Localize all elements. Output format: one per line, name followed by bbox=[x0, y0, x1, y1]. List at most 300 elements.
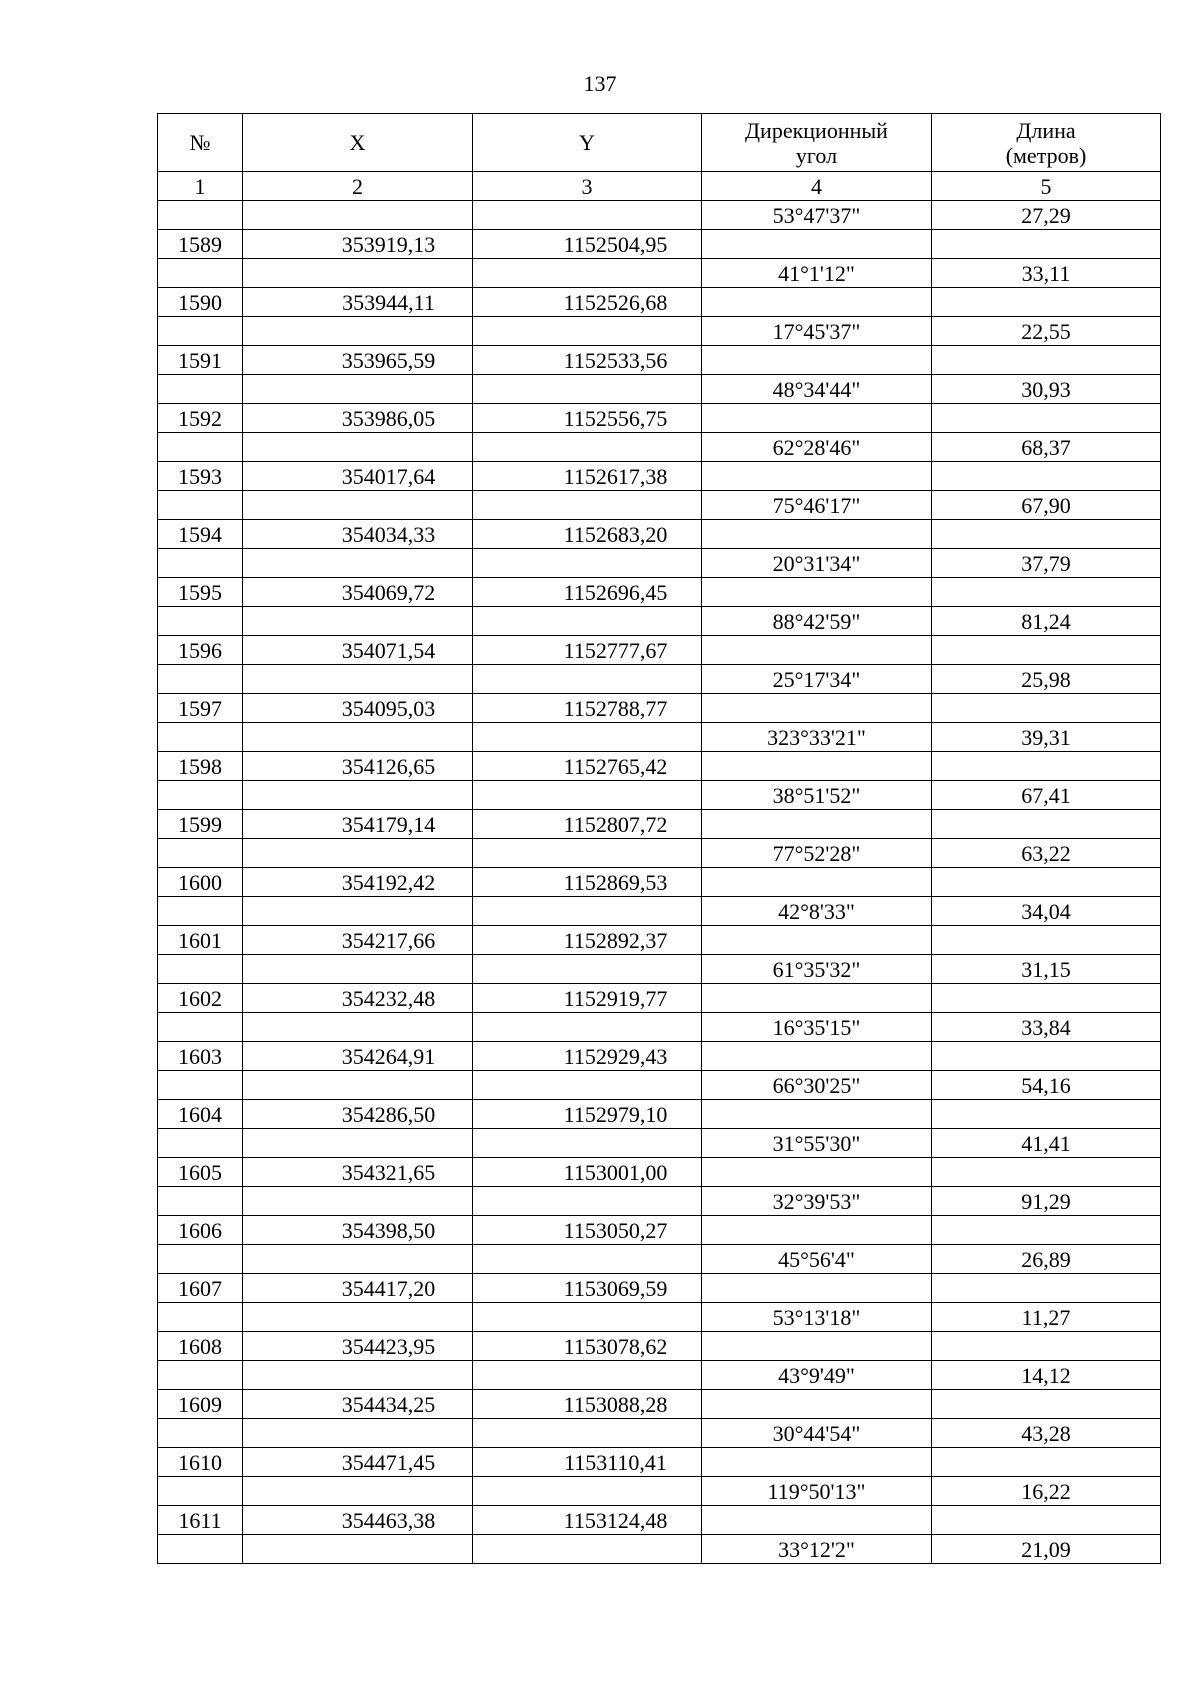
cell-direction-angle bbox=[702, 462, 932, 491]
table-row bbox=[158, 1129, 1161, 1158]
cell-direction-angle bbox=[702, 346, 932, 375]
cell-point-number: 1597 bbox=[158, 694, 243, 723]
cell-point-number bbox=[158, 1361, 243, 1390]
cell-y bbox=[473, 723, 702, 752]
cell-direction-angle bbox=[702, 984, 932, 1013]
coordinates-table bbox=[157, 113, 1161, 1564]
cell-y: 1153110,41 bbox=[473, 1448, 702, 1477]
cell-y bbox=[473, 1477, 702, 1506]
cell-length: 30,93 bbox=[932, 375, 1161, 404]
cell-length: 67,41 bbox=[932, 781, 1161, 810]
table-row bbox=[158, 955, 1161, 984]
header-direction-angle bbox=[702, 114, 932, 172]
table-row bbox=[158, 1361, 1161, 1390]
cell-point-number bbox=[158, 1187, 243, 1216]
table-row bbox=[158, 578, 1161, 607]
cell-point-number: 1593 bbox=[158, 462, 243, 491]
cell-y bbox=[473, 1013, 702, 1042]
table-row bbox=[158, 1071, 1161, 1100]
header-direction-angle-line1: Дирекционный bbox=[745, 117, 888, 143]
cell-x: 353919,13 bbox=[243, 230, 473, 259]
cell-length: 54,16 bbox=[932, 1071, 1161, 1100]
cell-point-number bbox=[158, 1535, 243, 1564]
table-row bbox=[158, 897, 1161, 926]
cell-x bbox=[243, 781, 473, 810]
cell-point-number bbox=[158, 665, 243, 694]
cell-x bbox=[243, 317, 473, 346]
table-row bbox=[158, 781, 1161, 810]
cell-point-number: 1604 bbox=[158, 1100, 243, 1129]
table-body bbox=[158, 201, 1161, 1564]
cell-point-number: 1599 bbox=[158, 810, 243, 839]
cell-y bbox=[473, 317, 702, 346]
cell-point-number: 1602 bbox=[158, 984, 243, 1013]
cell-point-number: 1594 bbox=[158, 520, 243, 549]
cell-x bbox=[243, 1071, 473, 1100]
cell-point-number bbox=[158, 549, 243, 578]
table-row bbox=[158, 984, 1161, 1013]
cell-y bbox=[473, 665, 702, 694]
cell-direction-angle: 88°42'59" bbox=[702, 607, 932, 636]
cell-x: 354286,50 bbox=[243, 1100, 473, 1129]
cell-x bbox=[243, 1361, 473, 1390]
cell-point-number bbox=[158, 607, 243, 636]
table-row bbox=[158, 1216, 1161, 1245]
cell-length: 43,28 bbox=[932, 1419, 1161, 1448]
cell-y bbox=[473, 375, 702, 404]
cell-x bbox=[243, 433, 473, 462]
table-row bbox=[158, 810, 1161, 839]
cell-direction-angle bbox=[702, 288, 932, 317]
table-row bbox=[158, 1477, 1161, 1506]
table-row bbox=[158, 230, 1161, 259]
cell-direction-angle: 25°17'34" bbox=[702, 665, 932, 694]
cell-length: 63,22 bbox=[932, 839, 1161, 868]
cell-direction-angle bbox=[702, 1158, 932, 1187]
cell-length: 37,79 bbox=[932, 549, 1161, 578]
cell-direction-angle: 66°30'25" bbox=[702, 1071, 932, 1100]
column-number-2: 2 bbox=[243, 172, 473, 201]
cell-point-number: 1592 bbox=[158, 404, 243, 433]
cell-point-number: 1591 bbox=[158, 346, 243, 375]
table-row bbox=[158, 607, 1161, 636]
table-row bbox=[158, 201, 1161, 230]
cell-direction-angle: 53°13'18" bbox=[702, 1303, 932, 1332]
cell-y bbox=[473, 201, 702, 230]
cell-point-number: 1607 bbox=[158, 1274, 243, 1303]
cell-x: 354423,95 bbox=[243, 1332, 473, 1361]
cell-direction-angle: 31°55'30" bbox=[702, 1129, 932, 1158]
cell-direction-angle bbox=[702, 1332, 932, 1361]
cell-length bbox=[932, 984, 1161, 1013]
table-row bbox=[158, 1245, 1161, 1274]
cell-x bbox=[243, 1477, 473, 1506]
cell-x bbox=[243, 1129, 473, 1158]
cell-direction-angle bbox=[702, 230, 932, 259]
table-row bbox=[158, 375, 1161, 404]
cell-point-number: 1605 bbox=[158, 1158, 243, 1187]
cell-x: 354434,25 bbox=[243, 1390, 473, 1419]
column-number-1: 1 bbox=[158, 172, 243, 201]
cell-length: 27,29 bbox=[932, 201, 1161, 230]
cell-y: 1152504,95 bbox=[473, 230, 702, 259]
cell-length: 81,24 bbox=[932, 607, 1161, 636]
cell-point-number bbox=[158, 1303, 243, 1332]
cell-length bbox=[932, 1100, 1161, 1129]
cell-point-number: 1596 bbox=[158, 636, 243, 665]
cell-point-number bbox=[158, 955, 243, 984]
table-row bbox=[158, 1448, 1161, 1477]
cell-point-number bbox=[158, 1245, 243, 1274]
cell-length bbox=[932, 520, 1161, 549]
column-number-4: 4 bbox=[702, 172, 932, 201]
table-row bbox=[158, 404, 1161, 433]
cell-length bbox=[932, 1274, 1161, 1303]
cell-direction-angle bbox=[702, 1390, 932, 1419]
cell-length bbox=[932, 1216, 1161, 1245]
table-row bbox=[158, 636, 1161, 665]
cell-length bbox=[932, 810, 1161, 839]
cell-direction-angle bbox=[702, 1448, 932, 1477]
table-row bbox=[158, 1303, 1161, 1332]
table-row bbox=[158, 259, 1161, 288]
cell-length bbox=[932, 1042, 1161, 1071]
cell-length bbox=[932, 288, 1161, 317]
table-row bbox=[158, 1187, 1161, 1216]
cell-direction-angle: 62°28'46" bbox=[702, 433, 932, 462]
cell-y: 1152788,77 bbox=[473, 694, 702, 723]
cell-direction-angle bbox=[702, 1506, 932, 1535]
cell-point-number bbox=[158, 433, 243, 462]
cell-direction-angle: 32°39'53" bbox=[702, 1187, 932, 1216]
cell-y bbox=[473, 1245, 702, 1274]
table-row bbox=[158, 462, 1161, 491]
cell-point-number: 1609 bbox=[158, 1390, 243, 1419]
cell-direction-angle: 17°45'37" bbox=[702, 317, 932, 346]
cell-direction-angle: 61°35'32" bbox=[702, 955, 932, 984]
cell-direction-angle bbox=[702, 694, 932, 723]
page-number: 137 bbox=[583, 71, 617, 96]
cell-y: 1152979,10 bbox=[473, 1100, 702, 1129]
cell-direction-angle: 75°46'17" bbox=[702, 491, 932, 520]
cell-y: 1152807,72 bbox=[473, 810, 702, 839]
cell-length: 21,09 bbox=[932, 1535, 1161, 1564]
cell-x bbox=[243, 1245, 473, 1274]
cell-x: 354017,64 bbox=[243, 462, 473, 491]
cell-y: 1153050,27 bbox=[473, 1216, 702, 1245]
table-row bbox=[158, 694, 1161, 723]
cell-y bbox=[473, 839, 702, 868]
cell-direction-angle: 30°44'54" bbox=[702, 1419, 932, 1448]
cell-y: 1152533,56 bbox=[473, 346, 702, 375]
cell-x: 354471,45 bbox=[243, 1448, 473, 1477]
cell-y: 1152683,20 bbox=[473, 520, 702, 549]
cell-point-number: 1589 bbox=[158, 230, 243, 259]
cell-length bbox=[932, 926, 1161, 955]
cell-x: 354321,65 bbox=[243, 1158, 473, 1187]
cell-direction-angle: 323°33'21" bbox=[702, 723, 932, 752]
cell-point-number bbox=[158, 1071, 243, 1100]
cell-point-number: 1606 bbox=[158, 1216, 243, 1245]
header-y: Y bbox=[473, 114, 702, 172]
cell-y: 1153069,59 bbox=[473, 1274, 702, 1303]
cell-point-number: 1601 bbox=[158, 926, 243, 955]
cell-length: 31,15 bbox=[932, 955, 1161, 984]
cell-length: 14,12 bbox=[932, 1361, 1161, 1390]
cell-x bbox=[243, 723, 473, 752]
table-row bbox=[158, 1042, 1161, 1071]
table-row bbox=[158, 1535, 1161, 1564]
cell-x: 353965,59 bbox=[243, 346, 473, 375]
cell-length: 25,98 bbox=[932, 665, 1161, 694]
cell-length: 33,11 bbox=[932, 259, 1161, 288]
cell-y bbox=[473, 1071, 702, 1100]
header-length bbox=[932, 114, 1161, 172]
cell-direction-angle bbox=[702, 520, 932, 549]
cell-length bbox=[932, 346, 1161, 375]
cell-direction-angle bbox=[702, 404, 932, 433]
cell-y: 1152765,42 bbox=[473, 752, 702, 781]
table-row bbox=[158, 1390, 1161, 1419]
table-row bbox=[158, 1013, 1161, 1042]
table-row bbox=[158, 491, 1161, 520]
cell-point-number bbox=[158, 201, 243, 230]
cell-x: 354417,20 bbox=[243, 1274, 473, 1303]
table-row bbox=[158, 520, 1161, 549]
cell-point-number bbox=[158, 317, 243, 346]
cell-length: 26,89 bbox=[932, 1245, 1161, 1274]
cell-x bbox=[243, 491, 473, 520]
cell-direction-angle bbox=[702, 1274, 932, 1303]
cell-y: 1152869,53 bbox=[473, 868, 702, 897]
cell-y: 1152556,75 bbox=[473, 404, 702, 433]
cell-y: 1152696,45 bbox=[473, 578, 702, 607]
table-row bbox=[158, 1158, 1161, 1187]
cell-direction-angle: 41°1'12" bbox=[702, 259, 932, 288]
cell-x: 354095,03 bbox=[243, 694, 473, 723]
cell-length bbox=[932, 694, 1161, 723]
table-row bbox=[158, 346, 1161, 375]
cell-length bbox=[932, 868, 1161, 897]
cell-direction-angle: 16°35'15" bbox=[702, 1013, 932, 1042]
header-x: X bbox=[243, 114, 473, 172]
cell-x: 354264,91 bbox=[243, 1042, 473, 1071]
cell-direction-angle: 42°8'33" bbox=[702, 897, 932, 926]
cell-x bbox=[243, 375, 473, 404]
cell-direction-angle: 38°51'52" bbox=[702, 781, 932, 810]
cell-length: 39,31 bbox=[932, 723, 1161, 752]
cell-direction-angle: 20°31'34" bbox=[702, 549, 932, 578]
header-number: № bbox=[158, 114, 243, 172]
cell-x bbox=[243, 897, 473, 926]
cell-point-number bbox=[158, 491, 243, 520]
table-row bbox=[158, 317, 1161, 346]
cell-direction-angle bbox=[702, 810, 932, 839]
cell-point-number bbox=[158, 1013, 243, 1042]
cell-y bbox=[473, 259, 702, 288]
cell-x: 354126,65 bbox=[243, 752, 473, 781]
cell-length: 68,37 bbox=[932, 433, 1161, 462]
cell-direction-angle bbox=[702, 926, 932, 955]
cell-direction-angle: 48°34'44" bbox=[702, 375, 932, 404]
table-row bbox=[158, 1274, 1161, 1303]
table-row bbox=[158, 288, 1161, 317]
cell-point-number bbox=[158, 1419, 243, 1448]
cell-x bbox=[243, 1013, 473, 1042]
cell-y bbox=[473, 1187, 702, 1216]
cell-point-number bbox=[158, 839, 243, 868]
header-length-line1: Длина bbox=[1016, 117, 1076, 143]
cell-point-number: 1611 bbox=[158, 1506, 243, 1535]
cell-y bbox=[473, 433, 702, 462]
cell-x bbox=[243, 259, 473, 288]
cell-direction-angle bbox=[702, 752, 932, 781]
cell-length bbox=[932, 1448, 1161, 1477]
table-row bbox=[158, 723, 1161, 752]
cell-length: 34,04 bbox=[932, 897, 1161, 926]
cell-direction-angle: 77°52'28" bbox=[702, 839, 932, 868]
cell-y bbox=[473, 781, 702, 810]
cell-direction-angle bbox=[702, 868, 932, 897]
table-row bbox=[158, 433, 1161, 462]
cell-direction-angle bbox=[702, 1042, 932, 1071]
cell-point-number bbox=[158, 375, 243, 404]
cell-point-number: 1603 bbox=[158, 1042, 243, 1071]
table-row bbox=[158, 1100, 1161, 1129]
cell-direction-angle: 45°56'4" bbox=[702, 1245, 932, 1274]
table-row bbox=[158, 1332, 1161, 1361]
cell-x: 354069,72 bbox=[243, 578, 473, 607]
cell-y bbox=[473, 1303, 702, 1332]
cell-y bbox=[473, 549, 702, 578]
cell-length bbox=[932, 752, 1161, 781]
cell-length bbox=[932, 1390, 1161, 1419]
cell-length bbox=[932, 1332, 1161, 1361]
cell-direction-angle: 53°47'37" bbox=[702, 201, 932, 230]
cell-direction-angle: 119°50'13" bbox=[702, 1477, 932, 1506]
column-number-3: 3 bbox=[473, 172, 702, 201]
cell-x bbox=[243, 839, 473, 868]
table-row bbox=[158, 1506, 1161, 1535]
cell-x: 354179,14 bbox=[243, 810, 473, 839]
cell-point-number bbox=[158, 781, 243, 810]
cell-y: 1152929,43 bbox=[473, 1042, 702, 1071]
cell-y: 1153088,28 bbox=[473, 1390, 702, 1419]
cell-y bbox=[473, 491, 702, 520]
cell-x bbox=[243, 665, 473, 694]
cell-length: 41,41 bbox=[932, 1129, 1161, 1158]
table-row bbox=[158, 1419, 1161, 1448]
cell-direction-angle: 43°9'49" bbox=[702, 1361, 932, 1390]
cell-x: 354463,38 bbox=[243, 1506, 473, 1535]
cell-length bbox=[932, 578, 1161, 607]
cell-x: 354217,66 bbox=[243, 926, 473, 955]
cell-length bbox=[932, 636, 1161, 665]
cell-length bbox=[932, 1158, 1161, 1187]
cell-y: 1153124,48 bbox=[473, 1506, 702, 1535]
table-row bbox=[158, 868, 1161, 897]
cell-x bbox=[243, 1535, 473, 1564]
cell-x: 354232,48 bbox=[243, 984, 473, 1013]
cell-point-number: 1595 bbox=[158, 578, 243, 607]
cell-point-number bbox=[158, 897, 243, 926]
cell-length bbox=[932, 1506, 1161, 1535]
cell-x: 354192,42 bbox=[243, 868, 473, 897]
cell-x: 353986,05 bbox=[243, 404, 473, 433]
cell-x bbox=[243, 955, 473, 984]
cell-y bbox=[473, 1419, 702, 1448]
cell-length: 67,90 bbox=[932, 491, 1161, 520]
cell-y bbox=[473, 1535, 702, 1564]
cell-point-number bbox=[158, 1129, 243, 1158]
cell-y: 1152617,38 bbox=[473, 462, 702, 491]
cell-length bbox=[932, 404, 1161, 433]
cell-point-number bbox=[158, 259, 243, 288]
cell-point-number: 1590 bbox=[158, 288, 243, 317]
cell-direction-angle bbox=[702, 1216, 932, 1245]
cell-direction-angle bbox=[702, 1100, 932, 1129]
cell-y: 1152526,68 bbox=[473, 288, 702, 317]
table-row bbox=[158, 549, 1161, 578]
header-direction-angle-line2: угол bbox=[795, 142, 838, 168]
cell-x bbox=[243, 549, 473, 578]
cell-y: 1153001,00 bbox=[473, 1158, 702, 1187]
cell-x bbox=[243, 607, 473, 636]
cell-y bbox=[473, 955, 702, 984]
cell-length bbox=[932, 462, 1161, 491]
cell-point-number: 1600 bbox=[158, 868, 243, 897]
cell-x: 354071,54 bbox=[243, 636, 473, 665]
cell-point-number: 1610 bbox=[158, 1448, 243, 1477]
cell-x bbox=[243, 1419, 473, 1448]
cell-y: 1152892,37 bbox=[473, 926, 702, 955]
table-row bbox=[158, 926, 1161, 955]
table-row bbox=[158, 839, 1161, 868]
cell-y: 1152777,67 bbox=[473, 636, 702, 665]
column-number-5: 5 bbox=[932, 172, 1161, 201]
cell-point-number: 1608 bbox=[158, 1332, 243, 1361]
cell-point-number bbox=[158, 1477, 243, 1506]
cell-y bbox=[473, 897, 702, 926]
cell-y bbox=[473, 1361, 702, 1390]
cell-length: 22,55 bbox=[932, 317, 1161, 346]
cell-y: 1153078,62 bbox=[473, 1332, 702, 1361]
cell-length: 11,27 bbox=[932, 1303, 1161, 1332]
cell-length: 33,84 bbox=[932, 1013, 1161, 1042]
cell-y: 1152919,77 bbox=[473, 984, 702, 1013]
cell-point-number bbox=[158, 723, 243, 752]
cell-y bbox=[473, 607, 702, 636]
cell-direction-angle bbox=[702, 578, 932, 607]
table-row bbox=[158, 665, 1161, 694]
cell-length: 16,22 bbox=[932, 1477, 1161, 1506]
cell-x: 353944,11 bbox=[243, 288, 473, 317]
cell-direction-angle: 33°12'2" bbox=[702, 1535, 932, 1564]
cell-x: 354034,33 bbox=[243, 520, 473, 549]
cell-length bbox=[932, 230, 1161, 259]
cell-x bbox=[243, 1187, 473, 1216]
cell-x bbox=[243, 1303, 473, 1332]
cell-x: 354398,50 bbox=[243, 1216, 473, 1245]
cell-length: 91,29 bbox=[932, 1187, 1161, 1216]
cell-point-number: 1598 bbox=[158, 752, 243, 781]
cell-x bbox=[243, 201, 473, 230]
cell-direction-angle bbox=[702, 636, 932, 665]
cell-y bbox=[473, 1129, 702, 1158]
table-row bbox=[158, 752, 1161, 781]
header-length-line2: (метров) bbox=[1005, 142, 1087, 168]
column-numbers-row bbox=[158, 172, 1161, 201]
